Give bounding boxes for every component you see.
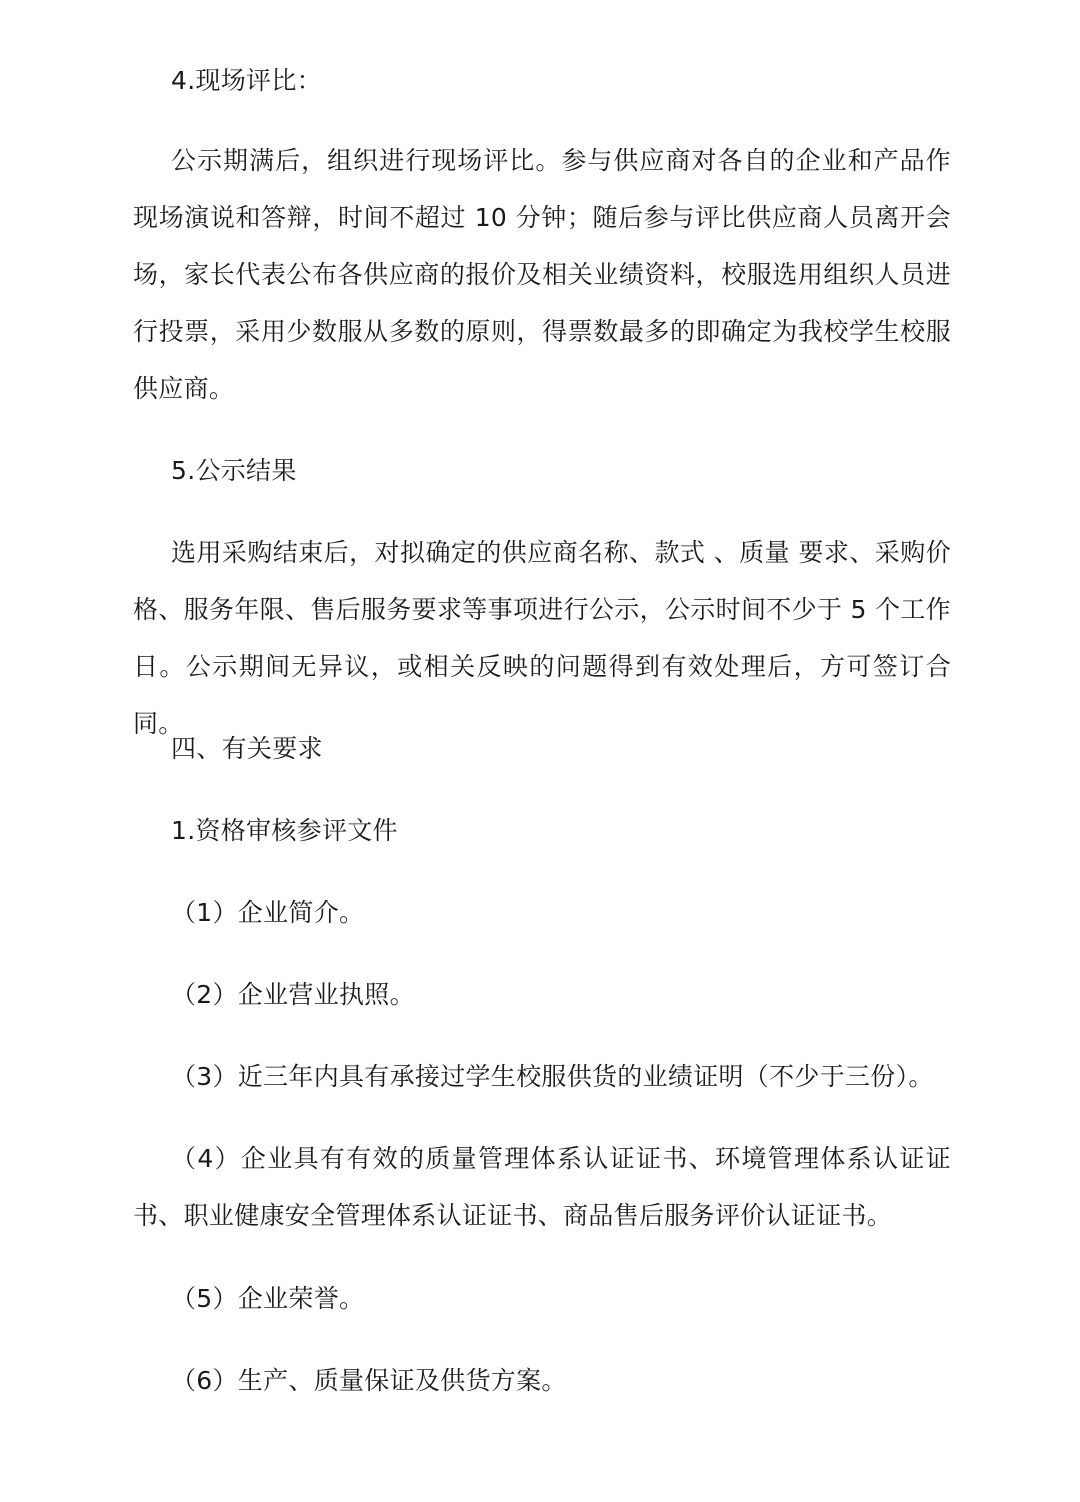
item-1-heading: 1.资格审核参评文件 [171, 816, 398, 845]
list-item-4: （4）企业具有有效的质量管理体系认证证书、环境管理体系认证证书、职业健康安全管理体系认证证书、商品售后服务评价认证证书。 [133, 1144, 951, 1230]
list-item-6: （6）生产、质量保证及供货方案。 [171, 1366, 567, 1395]
list-item-3: （3）近三年内具有承接过学生校服供货的业绩证明（不少于三份）。 [171, 1062, 934, 1091]
list-item-2: （2）企业营业执照。 [171, 980, 415, 1009]
list-item-1: （1）企业简介。 [171, 898, 365, 927]
section-5-heading: 5.公示结果 [171, 456, 297, 485]
part-4-heading: 四、有关要求 [171, 734, 323, 763]
section-4-body: 公示期满后，组织进行现场评比。参与供应商对各自的企业和产品作现场演说和答辩，时间不超过 10 分钟；随后参与评比供应商人员离开会场，家长代表公布各供应商的报价及相关业绩资料，校服选用组织人员进行投票，采用少数服从多数的原则，得票数最多的即确定为我校学生校服供应商。 [133, 146, 951, 403]
section-4-heading: 4.现场评比： [171, 66, 322, 95]
list-item-5: （5）企业荣誉。 [171, 1284, 365, 1313]
section-5-body: 选用采购结束后，对拟确定的供应商名称、款式 、质量 要求、采购价格、服务年限、售后服务要求等事项进行公示，公示时间不少于 5 个工作日。公示期间无异议，或相关反映的问题得到有效处理后，方可签订合同。 [133, 538, 951, 738]
